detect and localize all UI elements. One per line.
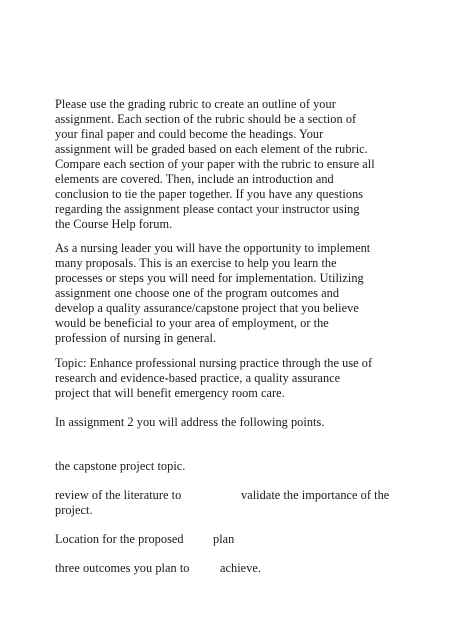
paragraph-1-line: assignment will be graded based on each element of the rubric.: [55, 142, 368, 156]
point-literature-review-cont: validate the importance of the: [241, 488, 390, 502]
point-capstone-topic: the capstone project topic.: [55, 459, 186, 473]
paragraph-1-line: Please use the grading rubric to create an outline of your: [55, 97, 336, 111]
paragraph-2-line: develop a quality assurance/capstone project that you believe: [55, 301, 359, 315]
paragraph-2-line: profession of nursing in general.: [55, 331, 217, 345]
instructions-line: In assignment 2 you will address the following points.: [55, 415, 325, 429]
topic-line: project that will benefit emergency room care.: [55, 386, 285, 400]
paragraph-2-line: As a nursing leader you will have the opportunity to implement: [55, 241, 371, 255]
paragraph-2-line: many proposals. This is an exercise to help you learn the: [55, 256, 337, 270]
paragraph-1-line: assignment. Each section of the rubric should be a section of: [55, 112, 357, 126]
paragraph-1-line: conclusion to tie the paper together. If you have any questions: [55, 187, 364, 201]
paragraph-1-line: Compare each section of your paper with the rubric to ensure all: [55, 157, 375, 171]
point-location: Location for the proposed: [55, 532, 184, 546]
paragraph-2-line: would be beneficial to your area of employment, or the: [55, 316, 329, 330]
paragraph-1-line: regarding the assignment please contact your instructor using: [55, 202, 360, 216]
topic-line: Topic: Enhance professional nursing practice through the use of: [55, 356, 373, 370]
point-literature-review: review of the literature to: [55, 488, 182, 502]
paragraph-1-line: elements are covered. Then, include an introduction and: [55, 172, 334, 186]
paragraph-1-line: the Course Help forum.: [55, 217, 173, 231]
paragraph-2-line: processes or steps you will need for implementation. Utilizing: [55, 271, 364, 285]
point-location-cont: plan: [213, 532, 235, 546]
point-literature-review-end: project.: [55, 503, 93, 517]
paragraph-2-line: assignment one choose one of the program outcomes and: [55, 286, 340, 300]
paragraph-1-line: your final paper and could become the headings. Your: [55, 127, 324, 141]
point-outcomes: three outcomes you plan to: [55, 561, 190, 575]
point-outcomes-cont: achieve.: [220, 561, 262, 575]
topic-line: research and evidence-based practice, a quality assurance: [55, 371, 341, 385]
